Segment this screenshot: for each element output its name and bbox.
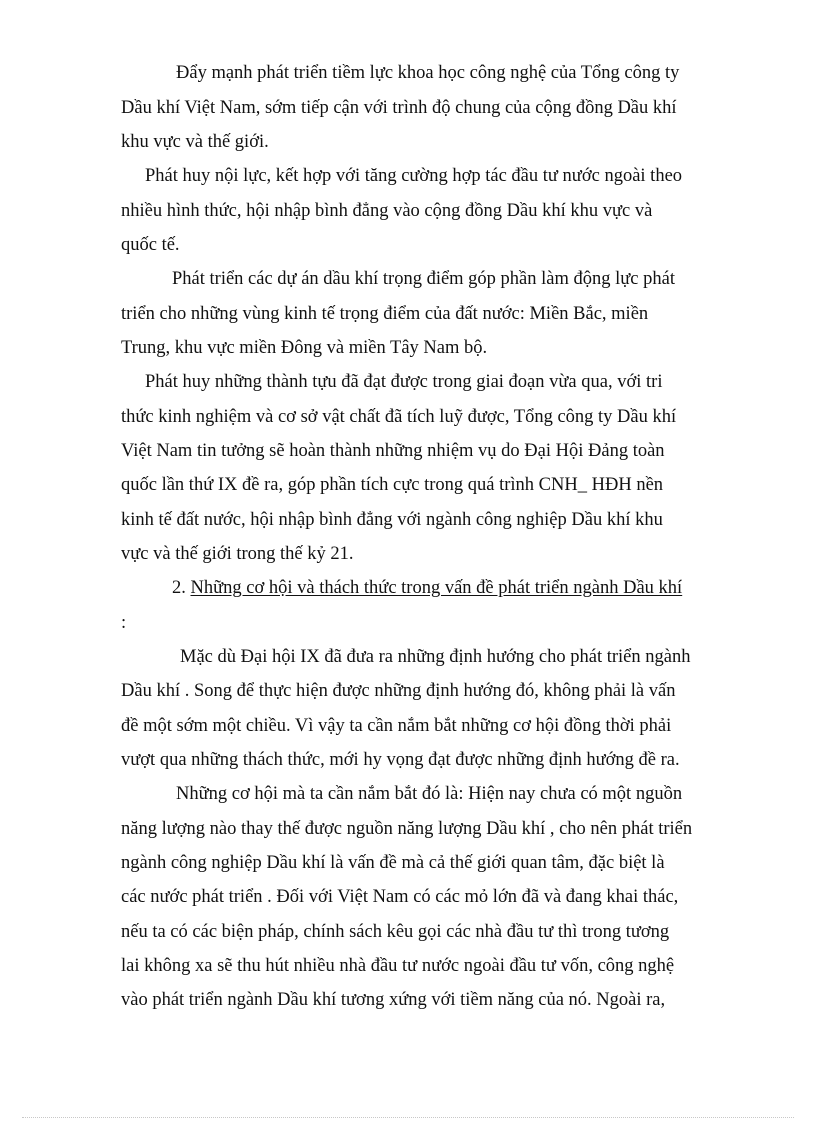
paragraph-4-line-1: Phát huy những thành tựu đã đạt được trong giai đoạn vừa qua, với tri: [145, 372, 663, 392]
paragraph-4-line-3: Việt Nam tin tưởng sẽ hoàn thành những nhiệm vụ do Đại Hội Đảng toàn: [121, 441, 665, 461]
paragraph-3-line-1: Phát triển các dự án dầu khí trọng điểm góp phần làm động lực phát: [172, 269, 675, 289]
paragraph-6-line-2: năng lượng nào thay thế được nguồn năng lượng Dầu khí , cho nên phát triển: [121, 819, 693, 839]
paragraph-5-line-3: đề một sớm một chiều. Vì vậy ta cần nắm bắt những cơ hội đồng thời phải: [121, 716, 672, 736]
paragraph-2-line-3: quốc tế.: [121, 235, 180, 255]
section-heading: [172, 577, 682, 599]
paragraph-6-line-7: vào phát triển ngành Dầu khí tương xứng với tiềm năng của nó. Ngoài ra,: [121, 990, 666, 1010]
paragraph-4-line-5: kinh tế đất nước, hội nhập bình đẳng với ngành công nghiệp Dầu khí khu: [121, 510, 663, 530]
paragraph-2-line-1: Phát huy nội lực, kết hợp với tăng cường hợp tác đầu tư nước ngoài theo: [145, 166, 683, 186]
paragraph-6-line-4: các nước phát triển . Đối với Việt Nam có các mỏ lớn đã và đang khai thác,: [121, 887, 679, 907]
paragraph-5-line-4: vượt qua những thách thức, mới hy vọng đạt được những định hướng đề ra.: [121, 750, 680, 770]
footer-dotted-rule: [22, 1117, 794, 1118]
paragraph-6-line-3: ngành công nghiệp Dầu khí là vấn đề mà cả thế giới quan tâm, đặc biệt là: [121, 853, 665, 873]
section-heading-colon: :: [121, 613, 127, 633]
paragraph-4-line-4: quốc lần thứ IX đề ra, góp phần tích cực trong quá trình CNH_ HĐH nền: [121, 475, 664, 495]
section-heading-text: Những cơ hội và thách thức trong vấn đề phát triển ngành Dầu khí: [190, 578, 683, 598]
paragraph-4-line-2: thức kinh nghiệm và cơ sở vật chất đã tích luỹ được, Tổng công ty Dầu khí: [121, 407, 677, 427]
paragraph-1-line-2: Dầu khí Việt Nam, sớm tiếp cận với trình độ chung của cộng đồng Dầu khí: [121, 98, 677, 118]
paragraph-6-line-6: lai không xa sẽ thu hút nhiều nhà đầu tư nước ngoài đầu tư vốn, công nghệ: [121, 956, 675, 976]
paragraph-6-line-1: Những cơ hội mà ta cần nắm bắt đó là: Hiện nay chưa có một nguồn: [176, 784, 683, 804]
paragraph-1-line-3: khu vực và thế giới.: [121, 132, 269, 152]
paragraph-2-line-2: nhiều hình thức, hội nhập bình đẳng vào cộng đồng Dầu khí khu vực và: [121, 201, 653, 221]
paragraph-3-line-2: triển cho những vùng kinh tế trọng điểm của đất nước: Miền Bắc, miền: [121, 304, 649, 324]
paragraph-3-line-3: Trung, khu vực miền Đông và miền Tây Nam bộ.: [121, 338, 488, 358]
paragraph-6-line-5: nếu ta có các biện pháp, chính sách kêu gọi các nhà đầu tư thì trong tương: [121, 922, 670, 942]
paragraph-1-line-1: Đẩy mạnh phát triển tiềm lực khoa học công nghệ của Tổng công ty: [176, 63, 680, 83]
paragraph-5-line-1: Mặc dù Đại hội IX đã đưa ra những định hướng cho phát triển ngành: [180, 647, 691, 667]
paragraph-5-line-2: Dầu khí . Song để thực hiện được những định hướng đó, không phải là vấn: [121, 681, 676, 701]
section-heading-number: 2.: [172, 578, 186, 598]
paragraph-4-line-6: vực và thế giới trong thế kỷ 21.: [121, 544, 354, 564]
